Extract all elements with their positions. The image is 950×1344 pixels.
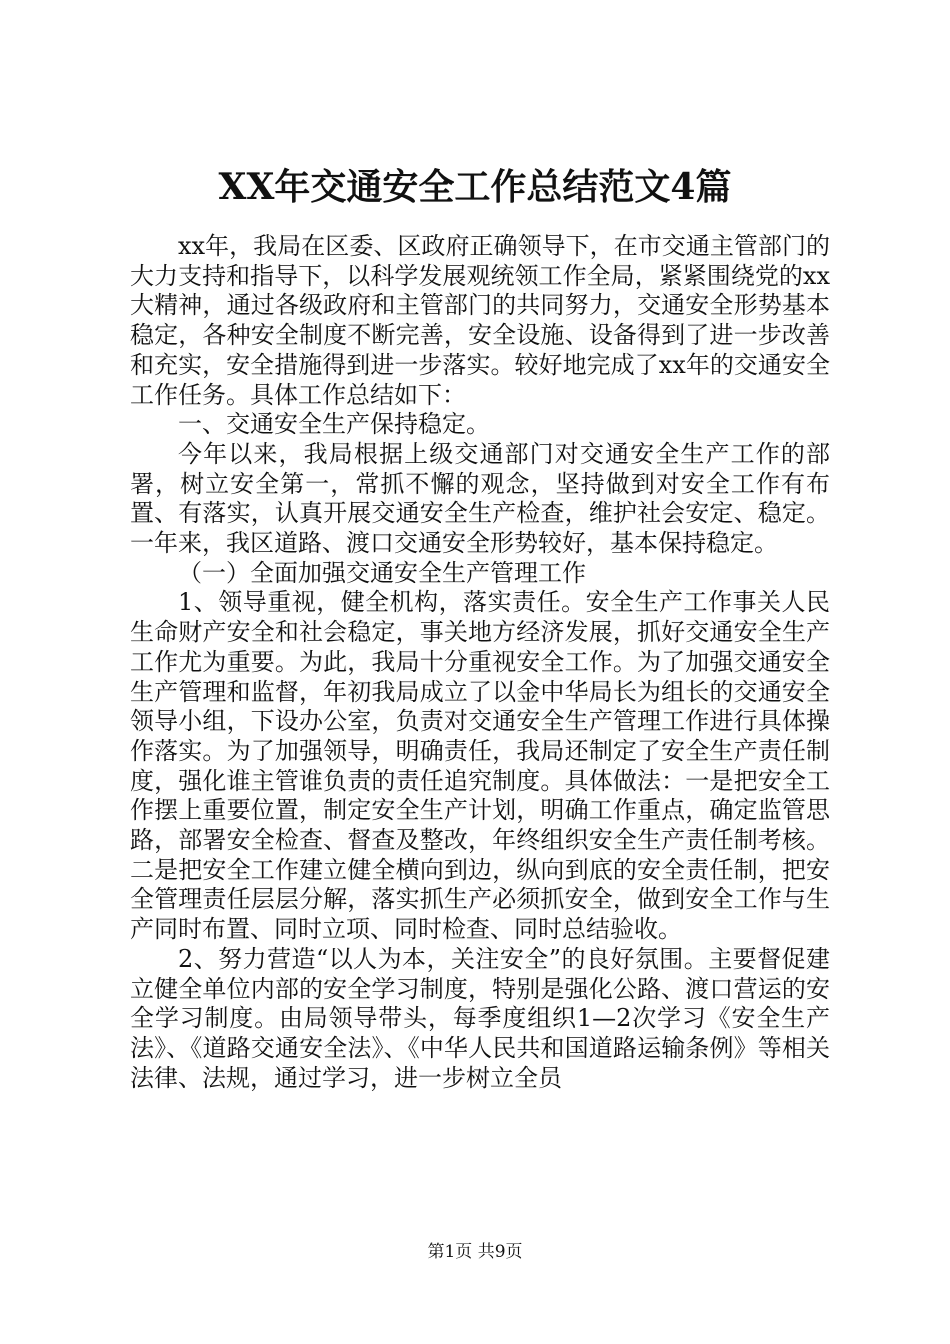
section-heading-1: 一、交通安全生产保持稳定。 bbox=[178, 410, 490, 439]
paragraph-section-1: 今年以来，我局根据上级交通部门对交通安全生产工作的部署，树立安全第一，常抓不懈的观念，坚持做到对安全工作有布置、有落实，认真开展交通安全生产检查，维护社会安定、稳定。一年来，我区道路、渡口交通安全形势较好，基本保持稳定。 bbox=[130, 439, 830, 558]
paragraph-intro: xx年，我局在区委、区政府正确领导下，在市交通主管部门的大力支持和指导下，以科学发展观统领工作全局，紧紧围绕党的xx大精神，通过各级政府和主管部门的共同努力，交通安全形势基本稳定，各种安全制度不断完善，安全设施、设备得到了进一步改善和充实，安全措施得到进一步落实。较好地完成了xx年的交通安全工作任务。具体工作总结如下： bbox=[130, 232, 830, 409]
document-title: XX年交通安全工作总结范文4篇 bbox=[218, 166, 732, 208]
page-footer: 第1页 共9页 bbox=[427, 1242, 523, 1262]
subsection-heading-1: （一）全面加强交通安全生产管理工作 bbox=[178, 558, 586, 587]
paragraph-item-1: 1、领导重视，健全机构，落实责任。安全生产工作事关人民生命财产安全和社会稳定，事关地方经济发展，抓好交通安全生产工作尤为重要。为此，我局十分重视安全工作。为了加强交通安全生产管理和监督，年初我局成立了以金中华局长为组长的交通安全领导小组，下设办公室，负责对交通安全生产管理工作进行具体操作落实。为了加强领导，明确责任，我局还制定了安全生产责任制度，强化谁主管谁负责的责任追究制度。具体做法：一是把安全工作摆上重要位置，制定安全生产计划，明确工作重点，确定监管思路，部署安全检查、督查及整改，年终组织安全生产责任制考核。二是把安全工作建立健全横向到边，纵向到底的安全责任制，把安全管理责任层层分解，落实抓生产必须抓安全，做到安全工作与生产同时布置、同时立项、同时检查、同时总结验收。 bbox=[130, 588, 830, 944]
paragraph-item-2: 2、努力营造“以人为本，关注安全”的良好氛围。主要督促建立健全单位内部的安全学习制度，特别是强化公路、渡口营运的安全学习制度。由局领导带头，每季度组织1—2次学习《安全生产法》、《道路交通安全法》、《中华人民共和国道路运输条例》等相关法律、法规，通过学习，进一步树立全员 bbox=[130, 944, 830, 1092]
document-body bbox=[130, 232, 830, 1093]
